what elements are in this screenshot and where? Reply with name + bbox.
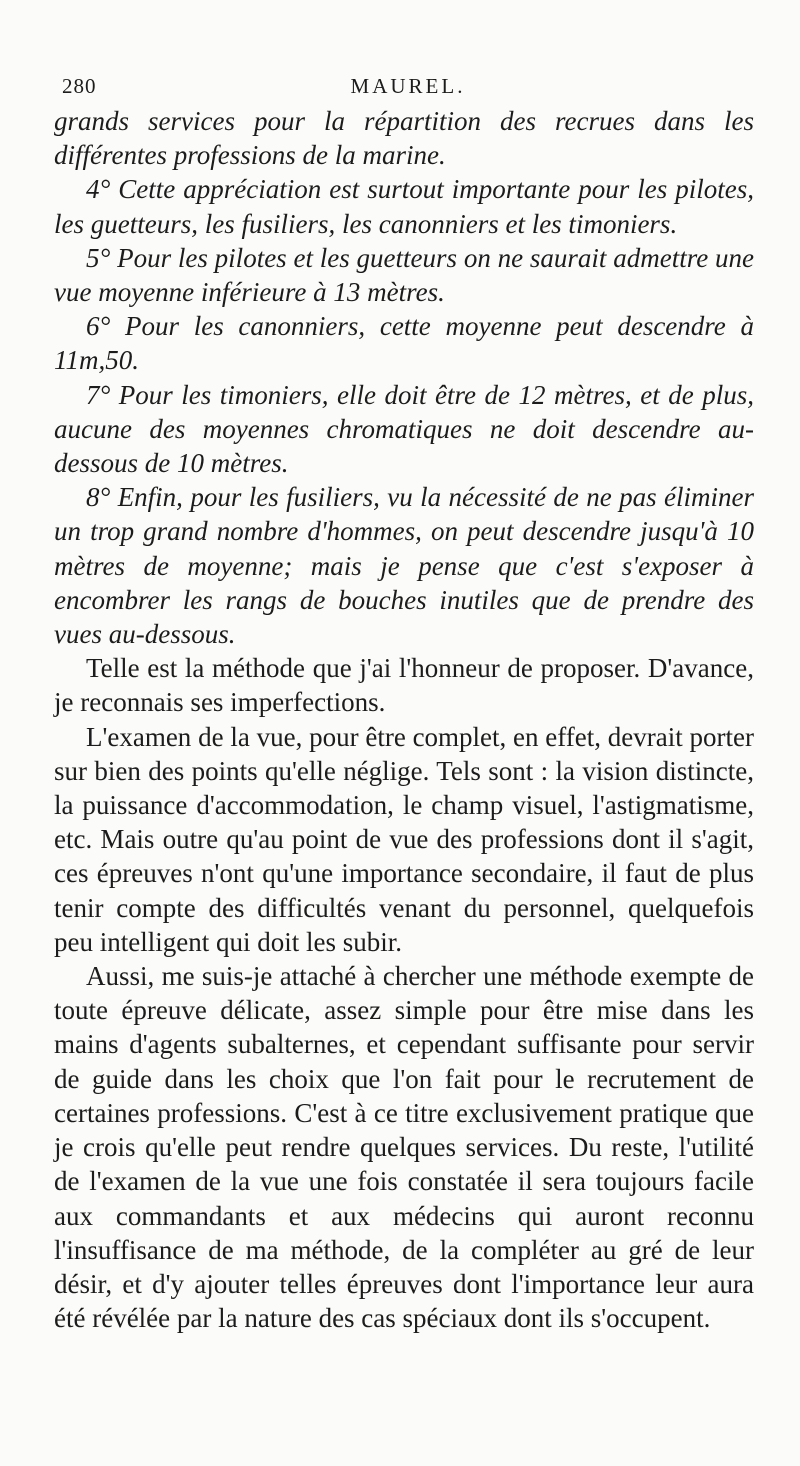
paragraph-method: Telle est la méthode que j'ai l'honneur de proposer. D'avance, je reconnais ses imperfections. [54,653,754,718]
paragraph-aussi: Aussi, me suis-je attaché à chercher une méthode exempte de toute épreuve délicate, assez simple pour être mise dans les mains d'agents subalternes, et cependant suffisante pour servir de guide dans les choix que l'on fait pour le recrutement de certaines professions. C'est à ce titre exclusivement pratique que je crois qu'elle peut rendre quelques services. Du reste, l'utilité de l'examen de la vue une fois constatée il sera toujours facile aux commandants et aux médecins qui auront reconnu l'insuffisance de ma méthode, de la compléter au gré de leur désir, et d'y ajouter telles épreuves dont l'importance leur aura été révélée par la nature des cas spéciaux dont ils s'occupent. [54,961,754,1334]
page-number: 280 [62,74,97,98]
paragraph-item-5: 5° Pour les pilotes et les guetteurs on ne saurait admettre une vue moyenne inférieure à 13 mètres. [54,242,754,308]
running-head [62,74,754,100]
paragraph-continuation: grands services pour la répartition des recrues dans les différentes professions de la marine. [54,106,754,171]
body-text [54,104,754,1335]
paragraph-examen: L'examen de la vue, pour être complet, en effet, devrait porter sur bien des points qu'elle néglige. Tels sont : la vision distincte, la puissance d'accommodation, le champ visuel, l'astigmatisme, etc. Mais outre qu'au point de vue des professions dont il s'agit, ces épreuves n'ont qu'une importance secondaire, il faut de plus tenir compte des difficultés venant du personnel, quelquefois peu intelligent qui doit les subir. [54,721,754,957]
paragraph-item-4: 4° Cette appréciation est surtout importante pour les pilotes, les guetteurs, les fusiliers, les canonniers et les timoniers. [54,174,754,239]
paragraph-item-8: 8° Enfin, pour les fusiliers, vu la nécessité de ne pas éliminer un trop grand nombre d'hommes, on peut descendre jusqu'à 10 mètres de moyenne; mais je pense que c'est s'exposer à encombrer les rangs de bouches inutiles que de prendre des vues au-dessous. [54,482,754,650]
paragraph-item-6: 6° Pour les canonniers, cette moyenne peut descendre à 11m,50. [54,311,754,376]
paragraph-item-7: 7° Pour les timoniers, elle doit être de 12 mètres, et de plus, aucune des moyennes chromatiques ne doit descendre au-dessous de 10 mètres. [54,379,754,479]
running-head-author: MAUREL. [350,74,466,98]
